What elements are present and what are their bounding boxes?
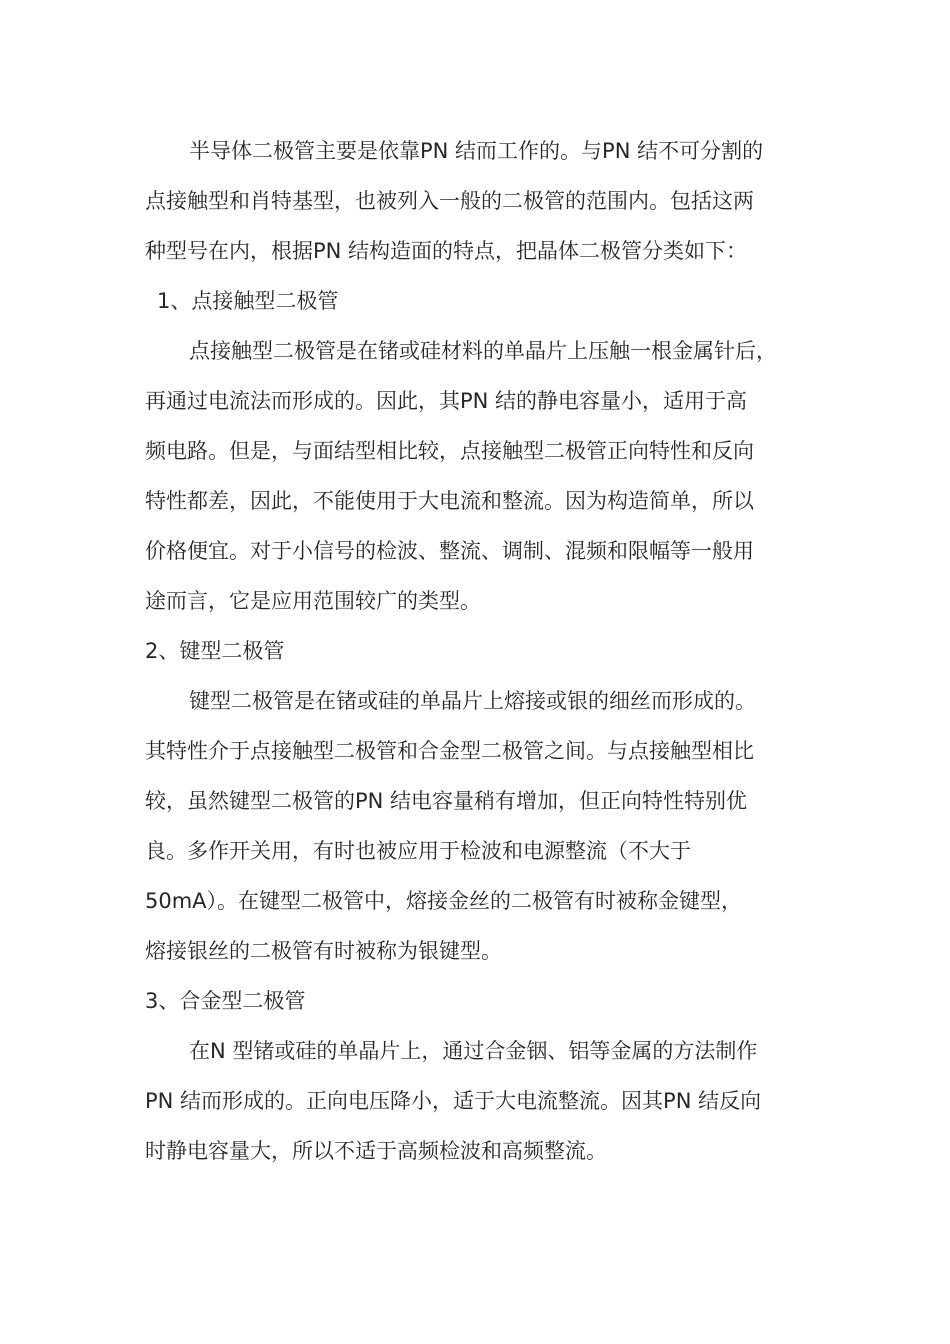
section-heading-bonded: 2、键型二极管	[145, 639, 285, 663]
paragraph-line: 频电路。但是，与面结型相比较，点接触型二极管正向特性和反向	[145, 439, 754, 463]
paragraph-line: 熔接银丝的二极管有时被称为银键型。	[145, 939, 502, 963]
section-heading-point-contact: 1、点接触型二极管	[157, 289, 339, 313]
document-body	[145, 126, 810, 1176]
paragraph-line: 点接触型二极管是在锗或硅材料的单晶片上压触一根金属针后，	[189, 339, 777, 363]
paragraph-line: 特性都差，因此，不能使用于大电流和整流。因为构造简单，所以	[145, 489, 754, 513]
paragraph-line: 其特性介于点接触型二极管和合金型二极管之间。与点接触型相比	[145, 739, 754, 763]
paragraph-line: 时静电容量大，所以不适于高频检波和高频整流。	[145, 1139, 607, 1163]
paragraph-line: 半导体二极管主要是依靠PN 结而工作的。与PN 结不可分割的	[189, 139, 764, 163]
paragraph-line: 种型号在内，根据PN 结构造面的特点，把晶体二极管分类如下：	[145, 239, 748, 263]
bonded-paragraph	[145, 676, 810, 976]
paragraph-line: 50mA）。在键型二极管中，熔接金丝的二极管有时被称金键型，	[145, 889, 743, 913]
paragraph-line: 途而言，它是应用范围较广的类型。	[145, 589, 481, 613]
point-contact-paragraph	[145, 326, 810, 626]
paragraph-line: 较，虽然键型二极管的PN 结电容量稍有增加，但正向特性特别优	[145, 789, 748, 813]
paragraph-line: 在N 型锗或硅的单晶片上，通过合金铟、铝等金属的方法制作	[189, 1039, 758, 1063]
paragraph-line: 良。多作开关用，有时也被应用于检波和电源整流（不大于	[145, 839, 691, 863]
paragraph-line: 价格便宜。对于小信号的检波、整流、调制、混频和限幅等一般用	[145, 539, 754, 563]
intro-paragraph	[145, 126, 810, 276]
paragraph-line: 再通过电流法而形成的。因此，其PN 结的静电容量小，适用于高	[145, 389, 748, 413]
paragraph-line: 键型二极管是在锗或硅的单晶片上熔接或银的细丝而形成的。	[189, 689, 756, 713]
section-heading-alloy: 3、合金型二极管	[145, 989, 306, 1013]
alloy-paragraph	[145, 1026, 810, 1176]
paragraph-line: PN 结而形成的。正向电压降小，适于大电流整流。因其PN 结反向	[145, 1089, 762, 1113]
paragraph-line: 点接触型和肖特基型，也被列入一般的二极管的范围内。包括这两	[145, 189, 754, 213]
